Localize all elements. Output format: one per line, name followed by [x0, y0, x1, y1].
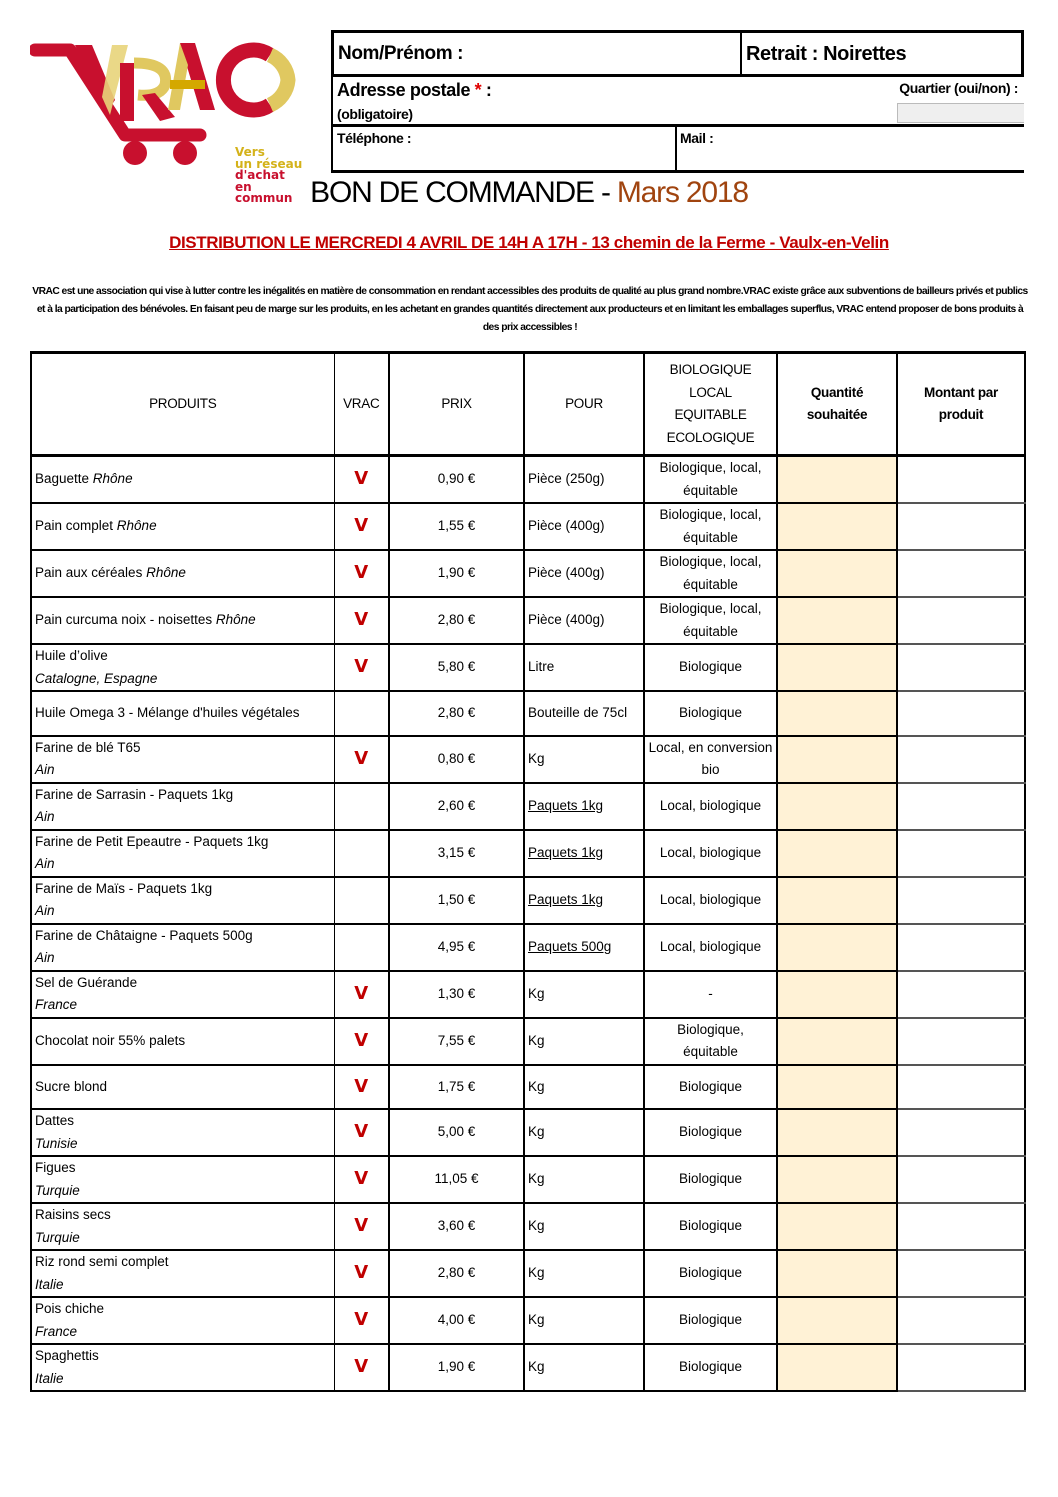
quantity-input[interactable] — [777, 503, 897, 550]
vrac-mark: V — [334, 503, 389, 550]
vrac-mark: V — [334, 644, 389, 691]
amount-cell — [897, 830, 1025, 877]
table-row — [31, 503, 1025, 550]
vrac-mark: V — [334, 1065, 389, 1110]
label-cell: Biologique — [644, 644, 777, 691]
quantity-input[interactable] — [777, 644, 897, 691]
product-name: Farine de Sarrasin - Paquets 1kg — [35, 786, 234, 802]
amount-cell — [897, 644, 1025, 691]
name-field[interactable] — [331, 30, 742, 77]
quantity-input[interactable] — [777, 877, 897, 924]
product-name: Huile d’olive — [35, 648, 108, 663]
quantity-input[interactable] — [777, 1065, 897, 1110]
pickup-label: Retrait : Noirettes — [746, 43, 907, 65]
product-name: Dattes — [35, 1113, 75, 1128]
price-cell: 1,50 € — [389, 877, 524, 924]
label-cell: - — [644, 971, 777, 1018]
label-cell: Local, en conversion bio — [644, 736, 777, 783]
product-name: Pain curcuma noix - noisettes — [35, 612, 216, 628]
unit-cell: Kg — [524, 1297, 644, 1344]
product-name: Sucre blond — [35, 1078, 108, 1094]
vrac-mark: V — [334, 736, 389, 783]
price-cell: 4,00 € — [389, 1297, 524, 1344]
amount-cell — [897, 971, 1025, 1018]
product-cell — [31, 550, 334, 597]
quantity-input[interactable] — [777, 1156, 897, 1203]
unit-cell: Bouteille de 75cl — [524, 691, 644, 736]
vrac-mark: V — [334, 550, 389, 597]
vrac-mark: V — [334, 971, 389, 1018]
logo-tagline: Vers un réseau d'achat en commun — [235, 145, 303, 205]
product-name: Raisins secs — [35, 1207, 111, 1222]
product-cell — [31, 691, 334, 736]
amount-cell — [897, 456, 1025, 504]
table-row — [31, 924, 1025, 971]
amount-cell — [897, 1203, 1025, 1250]
unit-cell: Kg — [524, 1065, 644, 1110]
vrac-mark: V — [334, 1109, 389, 1156]
product-cell — [31, 877, 334, 924]
product-origin: Turquie — [35, 1229, 80, 1245]
label-cell: Biologique — [644, 1156, 777, 1203]
unit-cell: Paquets 1kg — [524, 877, 644, 924]
amount-cell — [897, 597, 1025, 644]
product-cell — [31, 736, 334, 783]
product-origin: Turquie — [35, 1182, 80, 1198]
price-cell: 1,75 € — [389, 1065, 524, 1110]
amount-cell — [897, 1297, 1025, 1344]
price-cell: 1,55 € — [389, 503, 524, 550]
price-cell: 3,60 € — [389, 1203, 524, 1250]
quantity-input[interactable] — [777, 691, 897, 736]
table-row — [31, 1156, 1025, 1203]
table-row — [31, 456, 1025, 504]
quantity-input[interactable] — [777, 783, 897, 830]
quantity-input[interactable] — [777, 456, 897, 504]
vrac-mark: V — [334, 1203, 389, 1250]
unit-cell: Pièce (400g) — [524, 597, 644, 644]
label-cell: Biologique — [644, 691, 777, 736]
vrac-mark: V — [334, 456, 389, 504]
product-cell — [31, 456, 334, 504]
amount-cell — [897, 1250, 1025, 1297]
price-cell: 1,30 € — [389, 971, 524, 1018]
amount-cell — [897, 550, 1025, 597]
label-cell: Biologique, local, équitable — [644, 550, 777, 597]
product-origin: France — [35, 1323, 78, 1339]
product-name: Pois chiche — [35, 1301, 105, 1316]
product-origin: Rhône — [146, 565, 186, 581]
product-cell — [31, 644, 334, 691]
quantity-input[interactable] — [777, 1203, 897, 1250]
product-cell — [31, 1065, 334, 1110]
amount-cell — [897, 924, 1025, 971]
price-cell: 4,95 € — [389, 924, 524, 971]
unit-cell: Kg — [524, 1344, 644, 1391]
label-cell: Biologique, local, équitable — [644, 597, 777, 644]
label-cell: Local, biologique — [644, 877, 777, 924]
vrac-mark: V — [334, 1344, 389, 1391]
district-input[interactable] — [897, 103, 1024, 123]
phone-label: Téléphone : — [337, 130, 412, 146]
unit-cell: Kg — [524, 1018, 644, 1065]
amount-cell — [897, 877, 1025, 924]
product-origin: Ain — [35, 950, 55, 965]
price-cell: 3,15 € — [389, 830, 524, 877]
quantity-input[interactable] — [777, 1018, 897, 1065]
product-cell — [31, 1018, 334, 1065]
amount-cell — [897, 1156, 1025, 1203]
table-row — [31, 1109, 1025, 1156]
product-origin: Rhône — [92, 471, 133, 487]
customer-info-form — [331, 30, 1024, 173]
quantity-input[interactable] — [777, 1109, 897, 1156]
table-row — [31, 1203, 1025, 1250]
vrac-mark — [334, 830, 389, 877]
phone-field[interactable] — [331, 126, 677, 173]
mail-field[interactable] — [676, 126, 1024, 173]
address-label: Adresse postale * : — [337, 80, 492, 100]
unit-cell: Kg — [524, 736, 644, 783]
product-origin: Catalogne, Espagne — [35, 670, 158, 686]
unit-cell: Kg — [524, 971, 644, 1018]
price-cell: 7,55 € — [389, 1018, 524, 1065]
header-prix: PRIX — [389, 353, 524, 456]
product-origin: Ain — [35, 809, 55, 824]
unit-cell: Paquets 500g — [524, 924, 644, 971]
product-name: Pain aux céréales — [35, 565, 147, 581]
price-cell: 2,80 € — [389, 597, 524, 644]
product-name: Farine de Petit Epeautre - Paquets 1kg — [35, 833, 269, 849]
vrac-mark: V — [334, 1250, 389, 1297]
label-cell: Local, biologique — [644, 830, 777, 877]
table-row — [31, 1297, 1025, 1344]
product-origin: Italie — [35, 1370, 64, 1386]
header-labels: BIOLOGIQUE LOCAL EQUITABLE ECOLOGIQUE — [644, 353, 777, 456]
product-origin: Italie — [35, 1276, 64, 1292]
order-table — [30, 351, 1026, 1392]
unit-cell: Kg — [524, 1156, 644, 1203]
label-cell: Local, biologique — [644, 924, 777, 971]
price-cell: 2,80 € — [389, 691, 524, 736]
quantity-input[interactable] — [777, 1250, 897, 1297]
table-row — [31, 1250, 1025, 1297]
amount-cell — [897, 1018, 1025, 1065]
product-origin: Ain — [35, 856, 55, 871]
address-field[interactable] — [331, 75, 1024, 127]
amount-cell — [897, 1065, 1025, 1110]
price-cell: 1,90 € — [389, 1344, 524, 1391]
label-cell: Biologique — [644, 1250, 777, 1297]
product-origin: Rhône — [215, 612, 256, 628]
table-row — [31, 644, 1025, 691]
required-marker: * — [474, 80, 482, 100]
mail-label: Mail : — [680, 130, 714, 146]
pickup-field — [740, 30, 1024, 77]
product-name: Sel de Guérande — [35, 974, 138, 990]
product-name: Chocolat noir 55% palets — [35, 1032, 186, 1048]
quantity-input[interactable] — [777, 971, 897, 1018]
table-row — [31, 1065, 1025, 1110]
product-cell — [31, 1297, 334, 1344]
product-cell — [31, 1250, 334, 1297]
product-origin: Ain — [35, 903, 55, 918]
table-row — [31, 550, 1025, 597]
label-cell: Biologique — [644, 1297, 777, 1344]
unit-cell: Pièce (250g) — [524, 456, 644, 504]
header-vrac: VRAC — [334, 353, 389, 456]
price-cell: 5,00 € — [389, 1109, 524, 1156]
product-cell — [31, 1156, 334, 1203]
vrac-mark — [334, 783, 389, 830]
amount-cell — [897, 1344, 1025, 1391]
table-row — [31, 783, 1025, 830]
amount-cell — [897, 783, 1025, 830]
unit-cell: Pièce (400g) — [524, 550, 644, 597]
product-origin: Ain — [35, 762, 55, 777]
product-cell — [31, 1203, 334, 1250]
product-name: Riz rond semi complet — [35, 1254, 169, 1269]
quantity-input[interactable] — [777, 597, 897, 644]
amount-cell — [897, 691, 1025, 736]
unit-cell: Kg — [524, 1203, 644, 1250]
quantity-input[interactable] — [777, 1344, 897, 1391]
price-cell: 5,80 € — [389, 644, 524, 691]
page-title: BON DE COMMANDE - Mars 2018 — [310, 176, 748, 209]
address-note: (obligatoire) — [337, 106, 413, 122]
amount-cell — [897, 736, 1025, 783]
title-month: Mars 2018 — [616, 176, 748, 209]
vrac-mark — [334, 877, 389, 924]
label-cell: Biologique, local, équitable — [644, 456, 777, 504]
product-name: Figues — [35, 1160, 76, 1175]
product-cell — [31, 597, 334, 644]
header-montant: Montant par produit — [897, 353, 1025, 456]
table-row — [31, 597, 1025, 644]
product-cell — [31, 783, 334, 830]
unit-cell: Kg — [524, 1250, 644, 1297]
product-cell — [31, 503, 334, 550]
quantity-input[interactable] — [777, 550, 897, 597]
product-name: Farine de Châtaigne - Paquets 500g — [35, 927, 253, 943]
label-cell: Biologique — [644, 1065, 777, 1110]
label-cell: Biologique — [644, 1109, 777, 1156]
unit-cell: Pièce (400g) — [524, 503, 644, 550]
distribution-info: DISTRIBUTION LE MERCREDI 4 AVRIL DE 14H A 17H - 13 chemin de la Ferme - Vaulx-en-Velin — [169, 233, 889, 252]
product-name: Farine de Maïs - Paquets 1kg — [35, 880, 213, 896]
product-cell — [31, 971, 334, 1018]
table-row — [31, 971, 1025, 1018]
header-pour: POUR — [524, 353, 644, 456]
price-cell: 2,80 € — [389, 1250, 524, 1297]
table-row — [31, 691, 1025, 736]
product-name: Pain complet — [35, 518, 117, 534]
label-cell: Biologique — [644, 1344, 777, 1391]
product-origin: France — [35, 997, 78, 1012]
price-cell: 0,80 € — [389, 736, 524, 783]
vrac-mark: V — [334, 1018, 389, 1065]
price-cell: 2,60 € — [389, 783, 524, 830]
price-cell: 11,05 € — [389, 1156, 524, 1203]
product-name: Spaghettis — [35, 1348, 99, 1363]
product-cell — [31, 1344, 334, 1391]
vrac-mark — [334, 691, 389, 736]
unit-cell: Kg — [524, 1109, 644, 1156]
unit-cell: Paquets 1kg — [524, 830, 644, 877]
unit-cell: Litre — [524, 644, 644, 691]
vrac-mark: V — [334, 1297, 389, 1344]
header-produits: PRODUITS — [31, 353, 334, 456]
label-cell: Biologique, équitable — [644, 1018, 777, 1065]
label-cell: Local, biologique — [644, 783, 777, 830]
quantity-input[interactable] — [777, 830, 897, 877]
product-origin: Rhône — [116, 518, 157, 534]
quantity-input[interactable] — [777, 924, 897, 971]
amount-cell — [897, 503, 1025, 550]
label-cell: Biologique, local, équitable — [644, 503, 777, 550]
product-cell — [31, 830, 334, 877]
price-cell: 0,90 € — [389, 456, 524, 504]
vrac-mark: V — [334, 597, 389, 644]
price-cell: 1,90 € — [389, 550, 524, 597]
table-header-row — [31, 353, 1025, 456]
product-name: Baguette — [35, 471, 93, 487]
quantity-input[interactable] — [777, 1297, 897, 1344]
product-origin: Tunisie — [35, 1135, 78, 1151]
district-label: Quartier (oui/non) : — [899, 80, 1018, 96]
name-label: Nom/Prénom : — [338, 43, 464, 64]
table-row — [31, 1344, 1025, 1391]
header-quantite: Quantité souhaitée — [777, 353, 897, 456]
table-row — [31, 830, 1025, 877]
vrac-logo — [30, 35, 305, 205]
amount-cell — [897, 1109, 1025, 1156]
quantity-input[interactable] — [777, 736, 897, 783]
vrac-mark: V — [334, 1156, 389, 1203]
vrac-mark — [334, 924, 389, 971]
label-cell: Biologique — [644, 1203, 777, 1250]
product-cell — [31, 924, 334, 971]
table-row — [31, 877, 1025, 924]
table-row — [31, 1018, 1025, 1065]
table-row — [31, 736, 1025, 783]
product-name: Huile Omega 3 - Mélange d'huiles végétales — [35, 705, 300, 720]
product-cell — [31, 1109, 334, 1156]
product-name: Farine de blé T65 — [35, 739, 141, 755]
association-description: VRAC est une association qui vise à lutter contre les inégalités en matière de consommation en rendant accessibles des produits de qualité au plus grand nombre.VRAC existe grâce aux subventions de bailleurs privés et publics et à la participation des bénévoles. En faisant peu de marge sur les produits, en les achetant en grandes quantités directement aux producteurs et en limitant les emballages superflus, VRAC entend proposer de bons produits à des prix accessibles ! — [32, 286, 1028, 333]
unit-cell: Paquets 1kg — [524, 783, 644, 830]
